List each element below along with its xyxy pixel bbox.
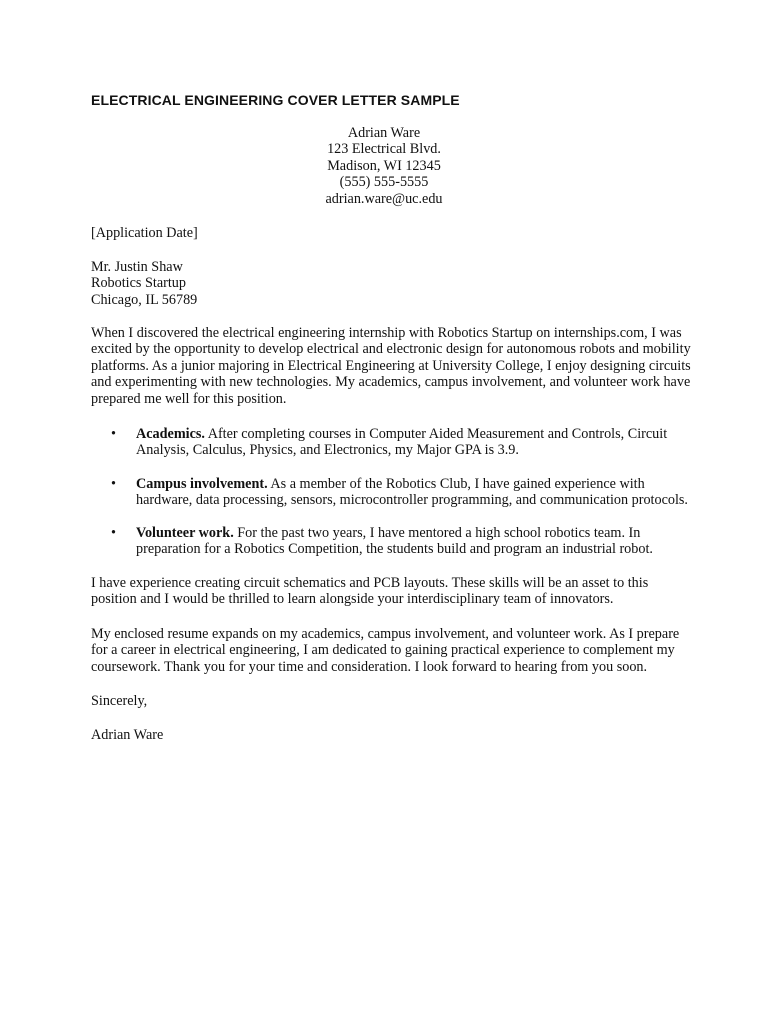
sender-name: Adrian Ware bbox=[347, 125, 421, 141]
signoff-text: Sincerely, bbox=[91, 693, 148, 709]
list-item-body: For the past two years, I have mentored a high school robotics team. In bbox=[233, 525, 641, 541]
paragraph-line: for a career in electrical engineering, I am dedicated to gaining practical experience to complement my bbox=[91, 642, 675, 659]
recipient-block bbox=[91, 259, 691, 308]
paragraph-line: coursework. Thank you for your time and consideration. I look forward to hearing from you soon. bbox=[91, 658, 648, 675]
paragraph-line: position and I would be thrilled to learn alongside your interdisciplinary team of innovators. bbox=[91, 591, 614, 608]
recipient-company: Robotics Startup bbox=[91, 275, 186, 292]
list-item-body: After completing courses in Computer Aided Measurement and Controls, Circuit bbox=[204, 426, 668, 442]
application-date bbox=[91, 225, 691, 241]
closing-paragraph bbox=[91, 626, 691, 675]
signature bbox=[91, 727, 691, 743]
sender-block bbox=[234, 125, 534, 207]
list-item-body: Analysis, Calculus, Physics, and Electronics, my Major GPA is 3.9. bbox=[136, 442, 519, 459]
bullet-icon: • bbox=[111, 525, 116, 541]
list-item-body: As a member of the Robotics Club, I have gained experience with bbox=[267, 476, 645, 492]
paragraph-line: When I discovered the electrical engineering internship with Robotics Startup on internships.com, I was bbox=[91, 325, 682, 341]
list-item-body: hardware, data processing, sensors, microcontroller programming, and communication protocols. bbox=[136, 492, 688, 509]
paragraph-line: platforms. As a junior majoring in Electrical Engineering at University College, I enjoy designing circuits bbox=[91, 357, 691, 374]
paragraph-line: excited by the opportunity to develop electrical and electronic design for autonomous robots and mobility bbox=[91, 341, 691, 358]
signoff bbox=[91, 693, 691, 709]
list-item-text bbox=[136, 476, 688, 509]
paragraph-line: My enclosed resume expands on my academics, campus involvement, and volunteer work. As I prepare bbox=[91, 626, 680, 642]
list-item-body: preparation for a Robotics Competition, the students build and program an industrial robot. bbox=[136, 541, 653, 558]
list-item-text bbox=[136, 426, 667, 459]
recipient-city: Chicago, IL 56789 bbox=[91, 291, 198, 308]
skills-paragraph bbox=[91, 575, 691, 608]
paragraph-line: I have experience creating circuit schematics and PCB layouts. These skills will be an asset to this bbox=[91, 575, 649, 591]
paragraph-line: and experimenting with new technologies. My academics, campus involvement, and volunteer work have bbox=[91, 374, 691, 391]
list-item-text bbox=[136, 525, 653, 558]
document-title: ELECTRICAL ENGINEERING COVER LETTER SAMPLE bbox=[91, 92, 460, 108]
intro-paragraph bbox=[91, 325, 691, 407]
recipient-name: Mr. Justin Shaw bbox=[91, 259, 183, 275]
list-item-lead: Campus involvement. bbox=[136, 476, 268, 492]
paragraph-line: prepared me well for this position. bbox=[91, 390, 287, 407]
sender-city: Madison, WI 12345 bbox=[327, 157, 441, 174]
sender-address: 123 Electrical Blvd. bbox=[327, 141, 441, 158]
signature-name: Adrian Ware bbox=[91, 727, 164, 743]
bullet-icon: • bbox=[111, 476, 116, 492]
sender-phone: (555) 555-5555 bbox=[339, 174, 429, 191]
list-item-lead: Volunteer work. bbox=[136, 525, 234, 541]
list-item-lead: Academics. bbox=[136, 426, 205, 442]
bullet-icon: • bbox=[111, 426, 116, 442]
date-text: [Application Date] bbox=[91, 225, 198, 241]
sender-email: adrian.ware@uc.edu bbox=[325, 190, 443, 207]
